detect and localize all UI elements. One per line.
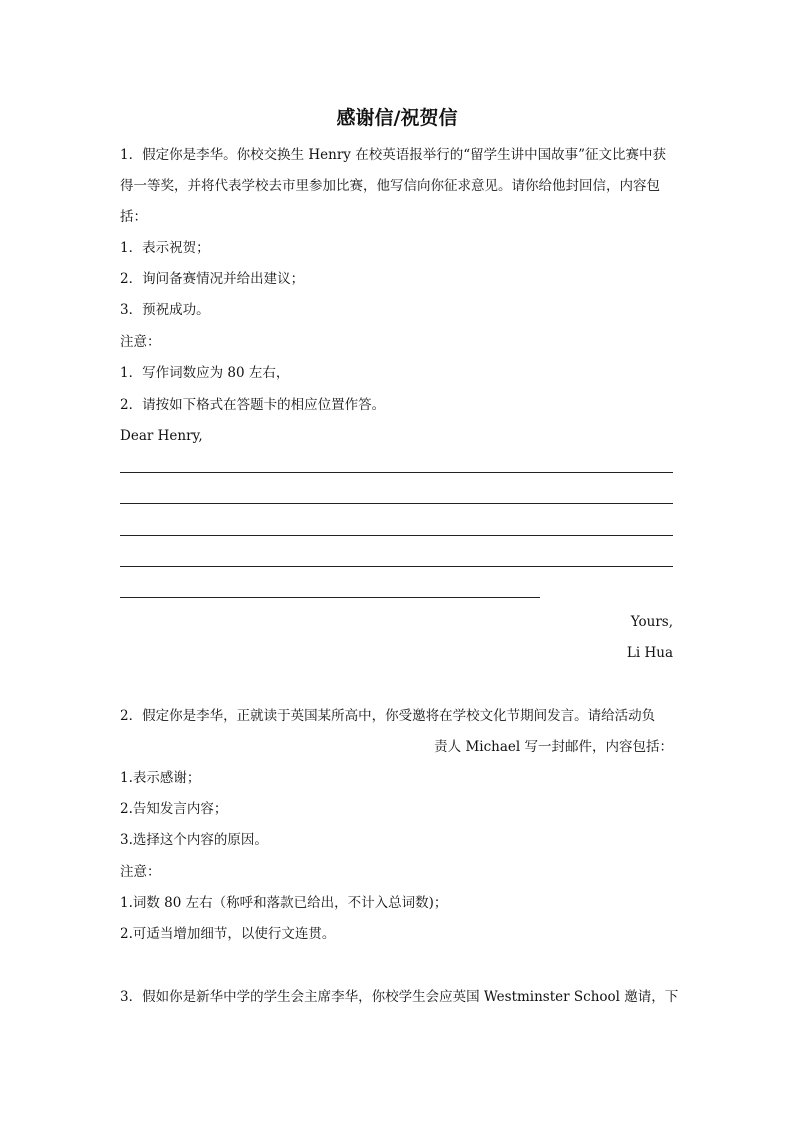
q2-note-label: 注意： — [120, 864, 161, 880]
q1-signature: Li Hua — [626, 645, 673, 661]
q1-point: 2．询问备赛情况并给出建议； — [120, 271, 305, 287]
document-title: 感谢信/祝贺信 — [336, 107, 458, 129]
q1-note: 1．写作词数应为 80 左右， — [120, 365, 290, 381]
q3-intro-line-1: 3．假如你是新华中学的学生会主席李华，你校学生会应英国 Westminster School 邀请，下 — [120, 989, 679, 1005]
q2-point: 2.告知发言内容； — [120, 801, 228, 817]
q1-note-label: 注意： — [120, 334, 161, 350]
q2-point: 3.选择这个内容的原因。 — [120, 832, 268, 848]
q2-note: 1.词数 80 左右（称呼和落款已给出，不计入总词数)； — [120, 895, 448, 911]
q2-note: 2.可适当增加细节，以使行文连贯。 — [120, 926, 336, 942]
q1-closing: Yours, — [630, 614, 673, 630]
q1-point: 3．预祝成功。 — [120, 302, 210, 318]
q2-point: 1.表示感谢； — [120, 770, 201, 786]
q1-point: 1．表示祝贺； — [120, 240, 210, 256]
q1-intro-line-2: 得一等奖，并将代表学校去市里参加比赛，他写信向你征求意见。请你给他封回信，内容包 — [120, 178, 660, 194]
answer-line — [120, 566, 673, 567]
q2-intro-line-1: 2．假定你是李华，正就读于英国某所高中，你受邀将在学校文化节期间发言。请给活动负 — [120, 708, 656, 724]
answer-line — [120, 535, 673, 536]
answer-line — [120, 503, 673, 504]
answer-line — [120, 472, 673, 473]
q1-intro-line-3: 括： — [120, 209, 147, 225]
q2-intro-line-2: 责人 Michael 写一封邮件，内容包括： — [434, 739, 673, 755]
q1-note: 2．请按如下格式在答题卡的相应位置作答。 — [120, 397, 386, 413]
q1-intro-line-1: 1．假定你是李华。你校交换生 Henry 在校英语报举行的“留学生讲中国故事”征文比赛中获 — [120, 147, 667, 163]
q1-salutation: Dear Henry, — [120, 428, 203, 444]
answer-line — [120, 597, 540, 598]
